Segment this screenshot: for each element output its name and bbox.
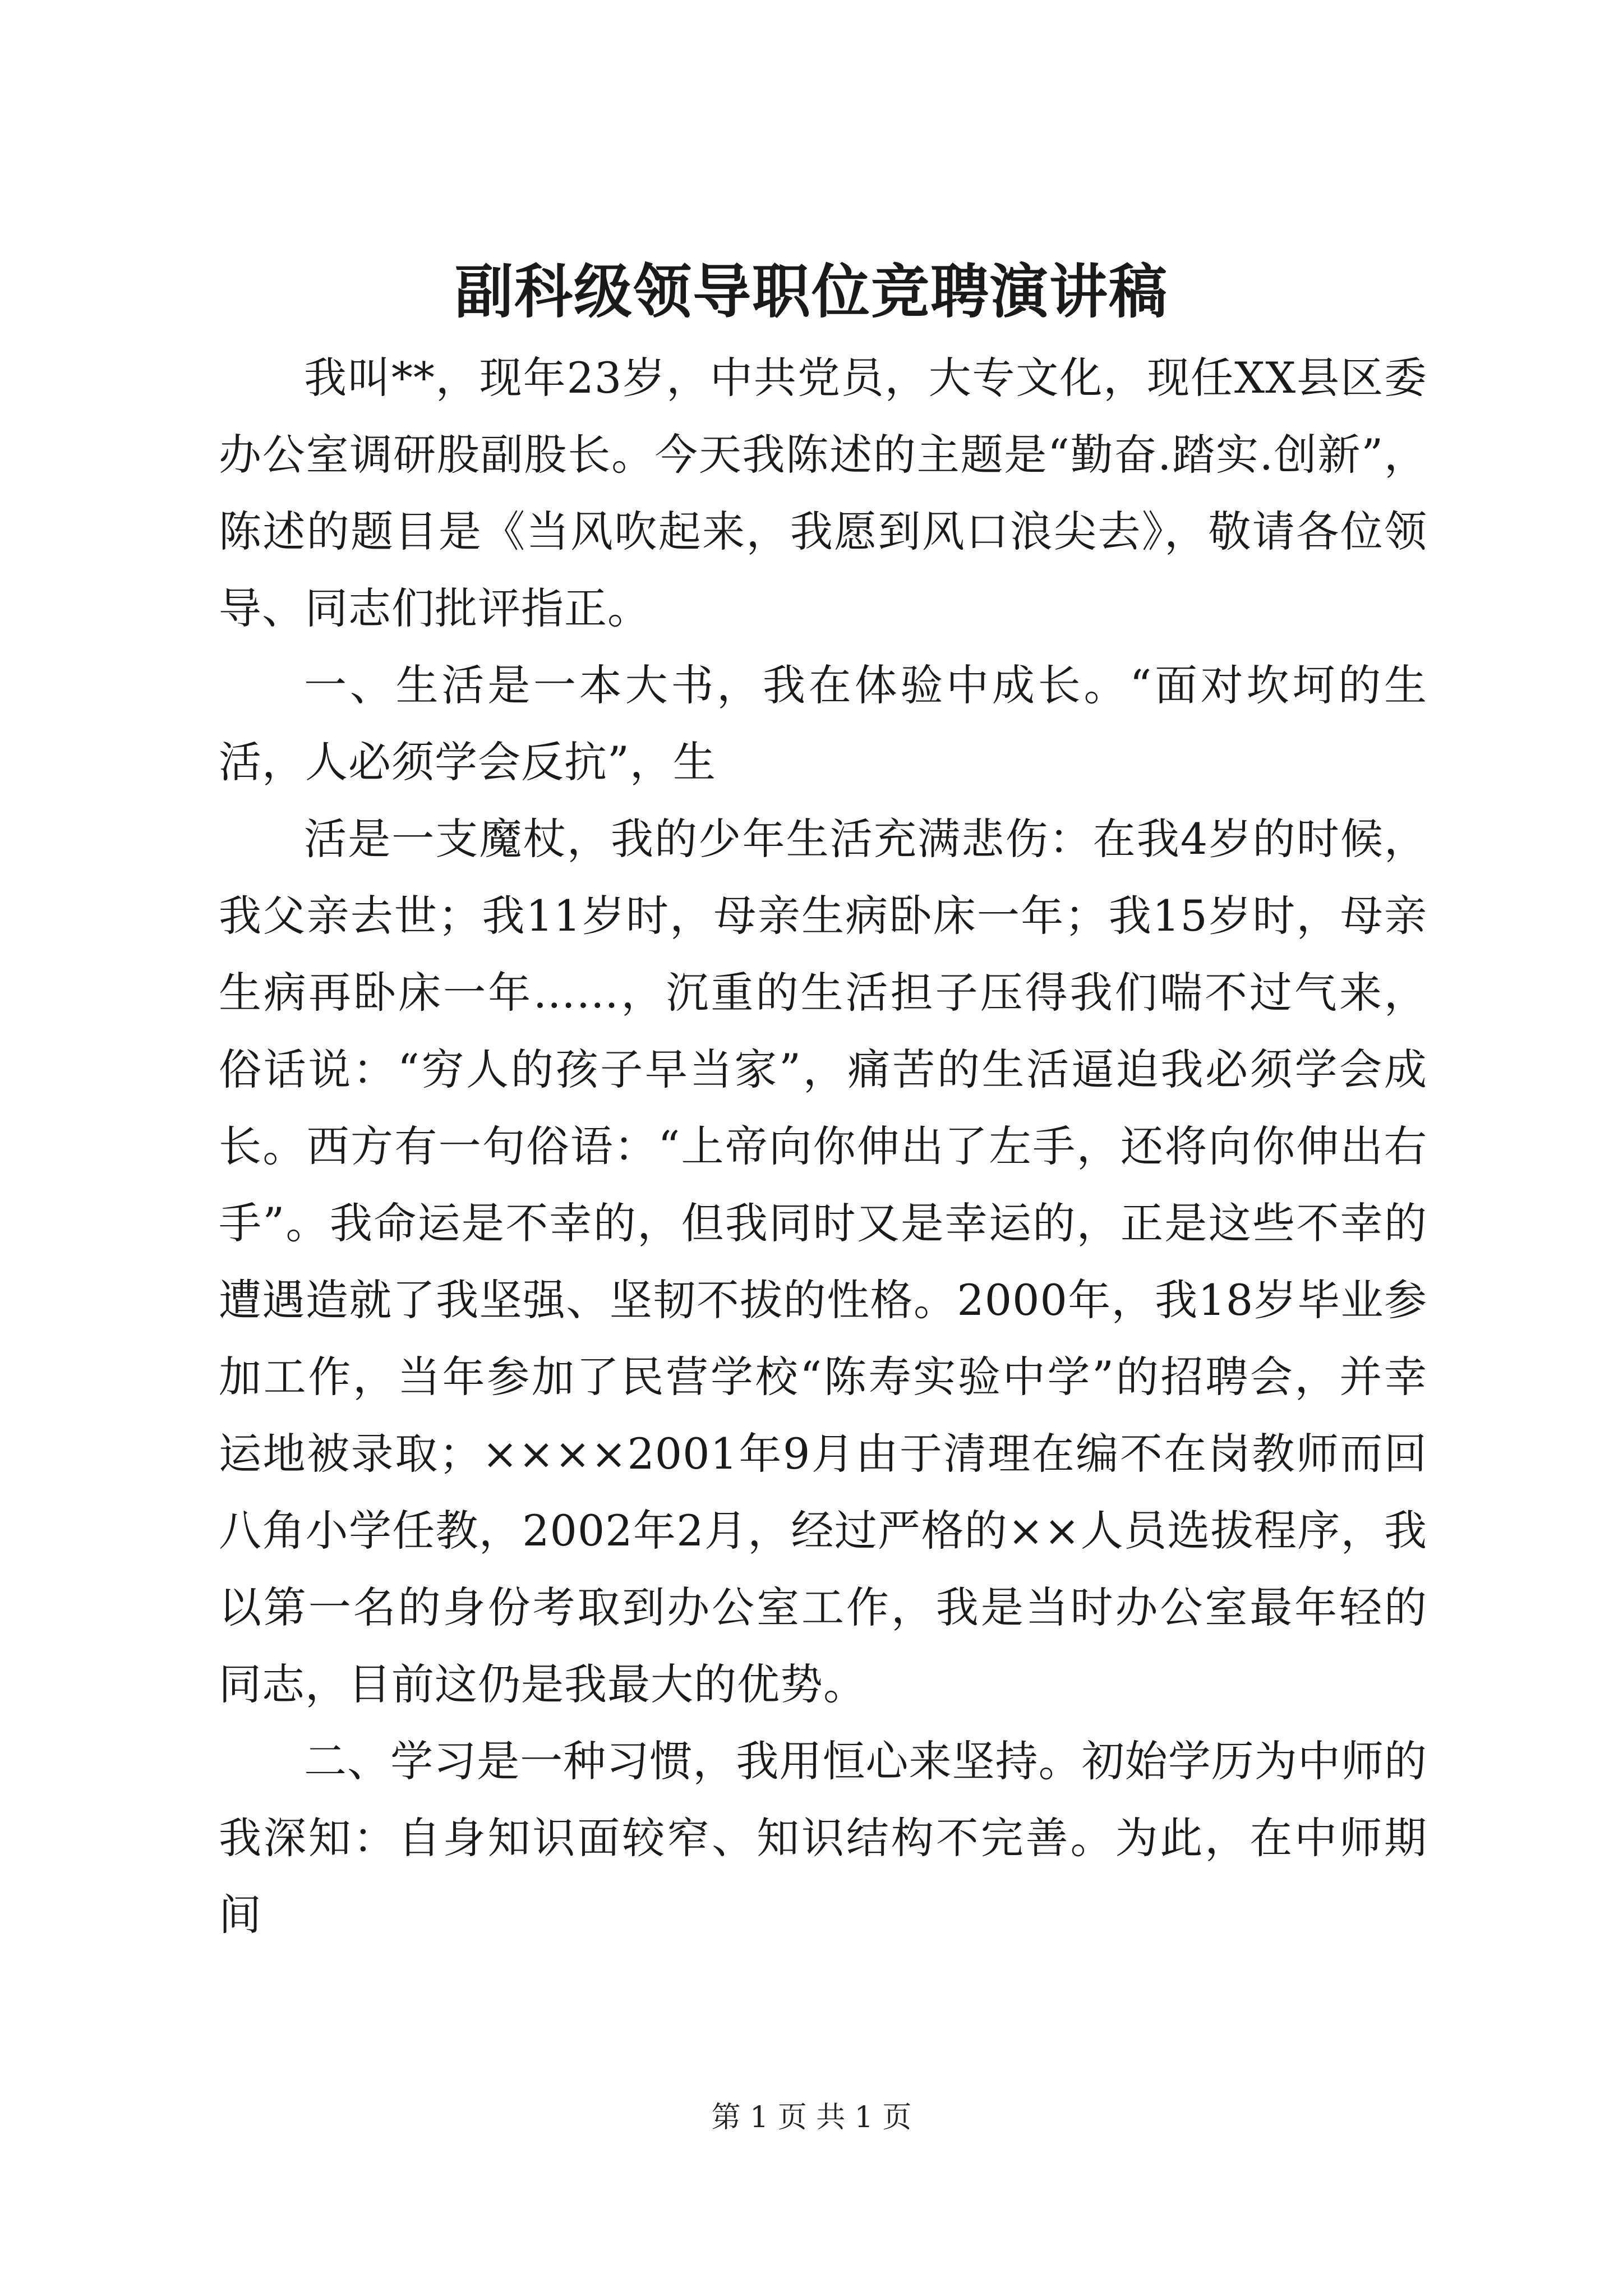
document-title: 副科级领导职位竞聘演讲稿: [454, 257, 1168, 326]
paragraph-life-story: 活是一支魔杖，我的少年生活充满悲伤：在我4岁的时候，我父亲去世；我11岁时，母亲生病卧床一年；我15岁时，母亲生病再卧床一年……，沉重的生活担子压得我们喘不过气来，俗话说：“穷人的孩子早当家”，痛苦的生活逼迫我必须学会成长。西方有一句俗语：“上帝向你伸出了左手，还将向你伸出右手”。我命运是不幸的，但我同时又是幸运的，正是这些不幸的遭遇造就了我坚强、坚韧不拔的性格。2000年，我18岁毕业参加工作，当年参加了民营学校“陈寿实验中学”的招聘会，并幸运地被录取；××××2001年9月由于清理在编不在岗教师而回八角小学任教，2002年2月，经过严格的××人员选拔程序，我以第一名的身份考取到办公室工作，我是当时办公室最年轻的同志，目前这仍是我最大的优势。: [219, 814, 1427, 1709]
paragraph-intro: 我叫**，现年23岁，中共党员，大专文化，现任XX县区委办公室调研股副股长。今天我陈述的主题是“勤奋.踏实.创新”，陈述的题目是《当风吹起来，我愿到风口浪尖去》，敬请各位领导、同志们批评指正。: [219, 353, 1427, 633]
paragraph-section-one-heading: 一、生活是一本大书，我在体验中成长。“面对坎坷的生活，人必须学会反抗”，生: [219, 660, 1427, 787]
page-footer: [0, 2098, 1623, 2137]
document-body: [219, 339, 1427, 1953]
page-number: 第 1 页 共 1 页: [711, 2101, 912, 2134]
paragraph-section-two: 二、学习是一种习惯，我用恒心来坚持。初始学历为中师的我深知：自身知识面较窄、知识结构不完善。为此，在中师期间: [219, 1736, 1427, 1940]
